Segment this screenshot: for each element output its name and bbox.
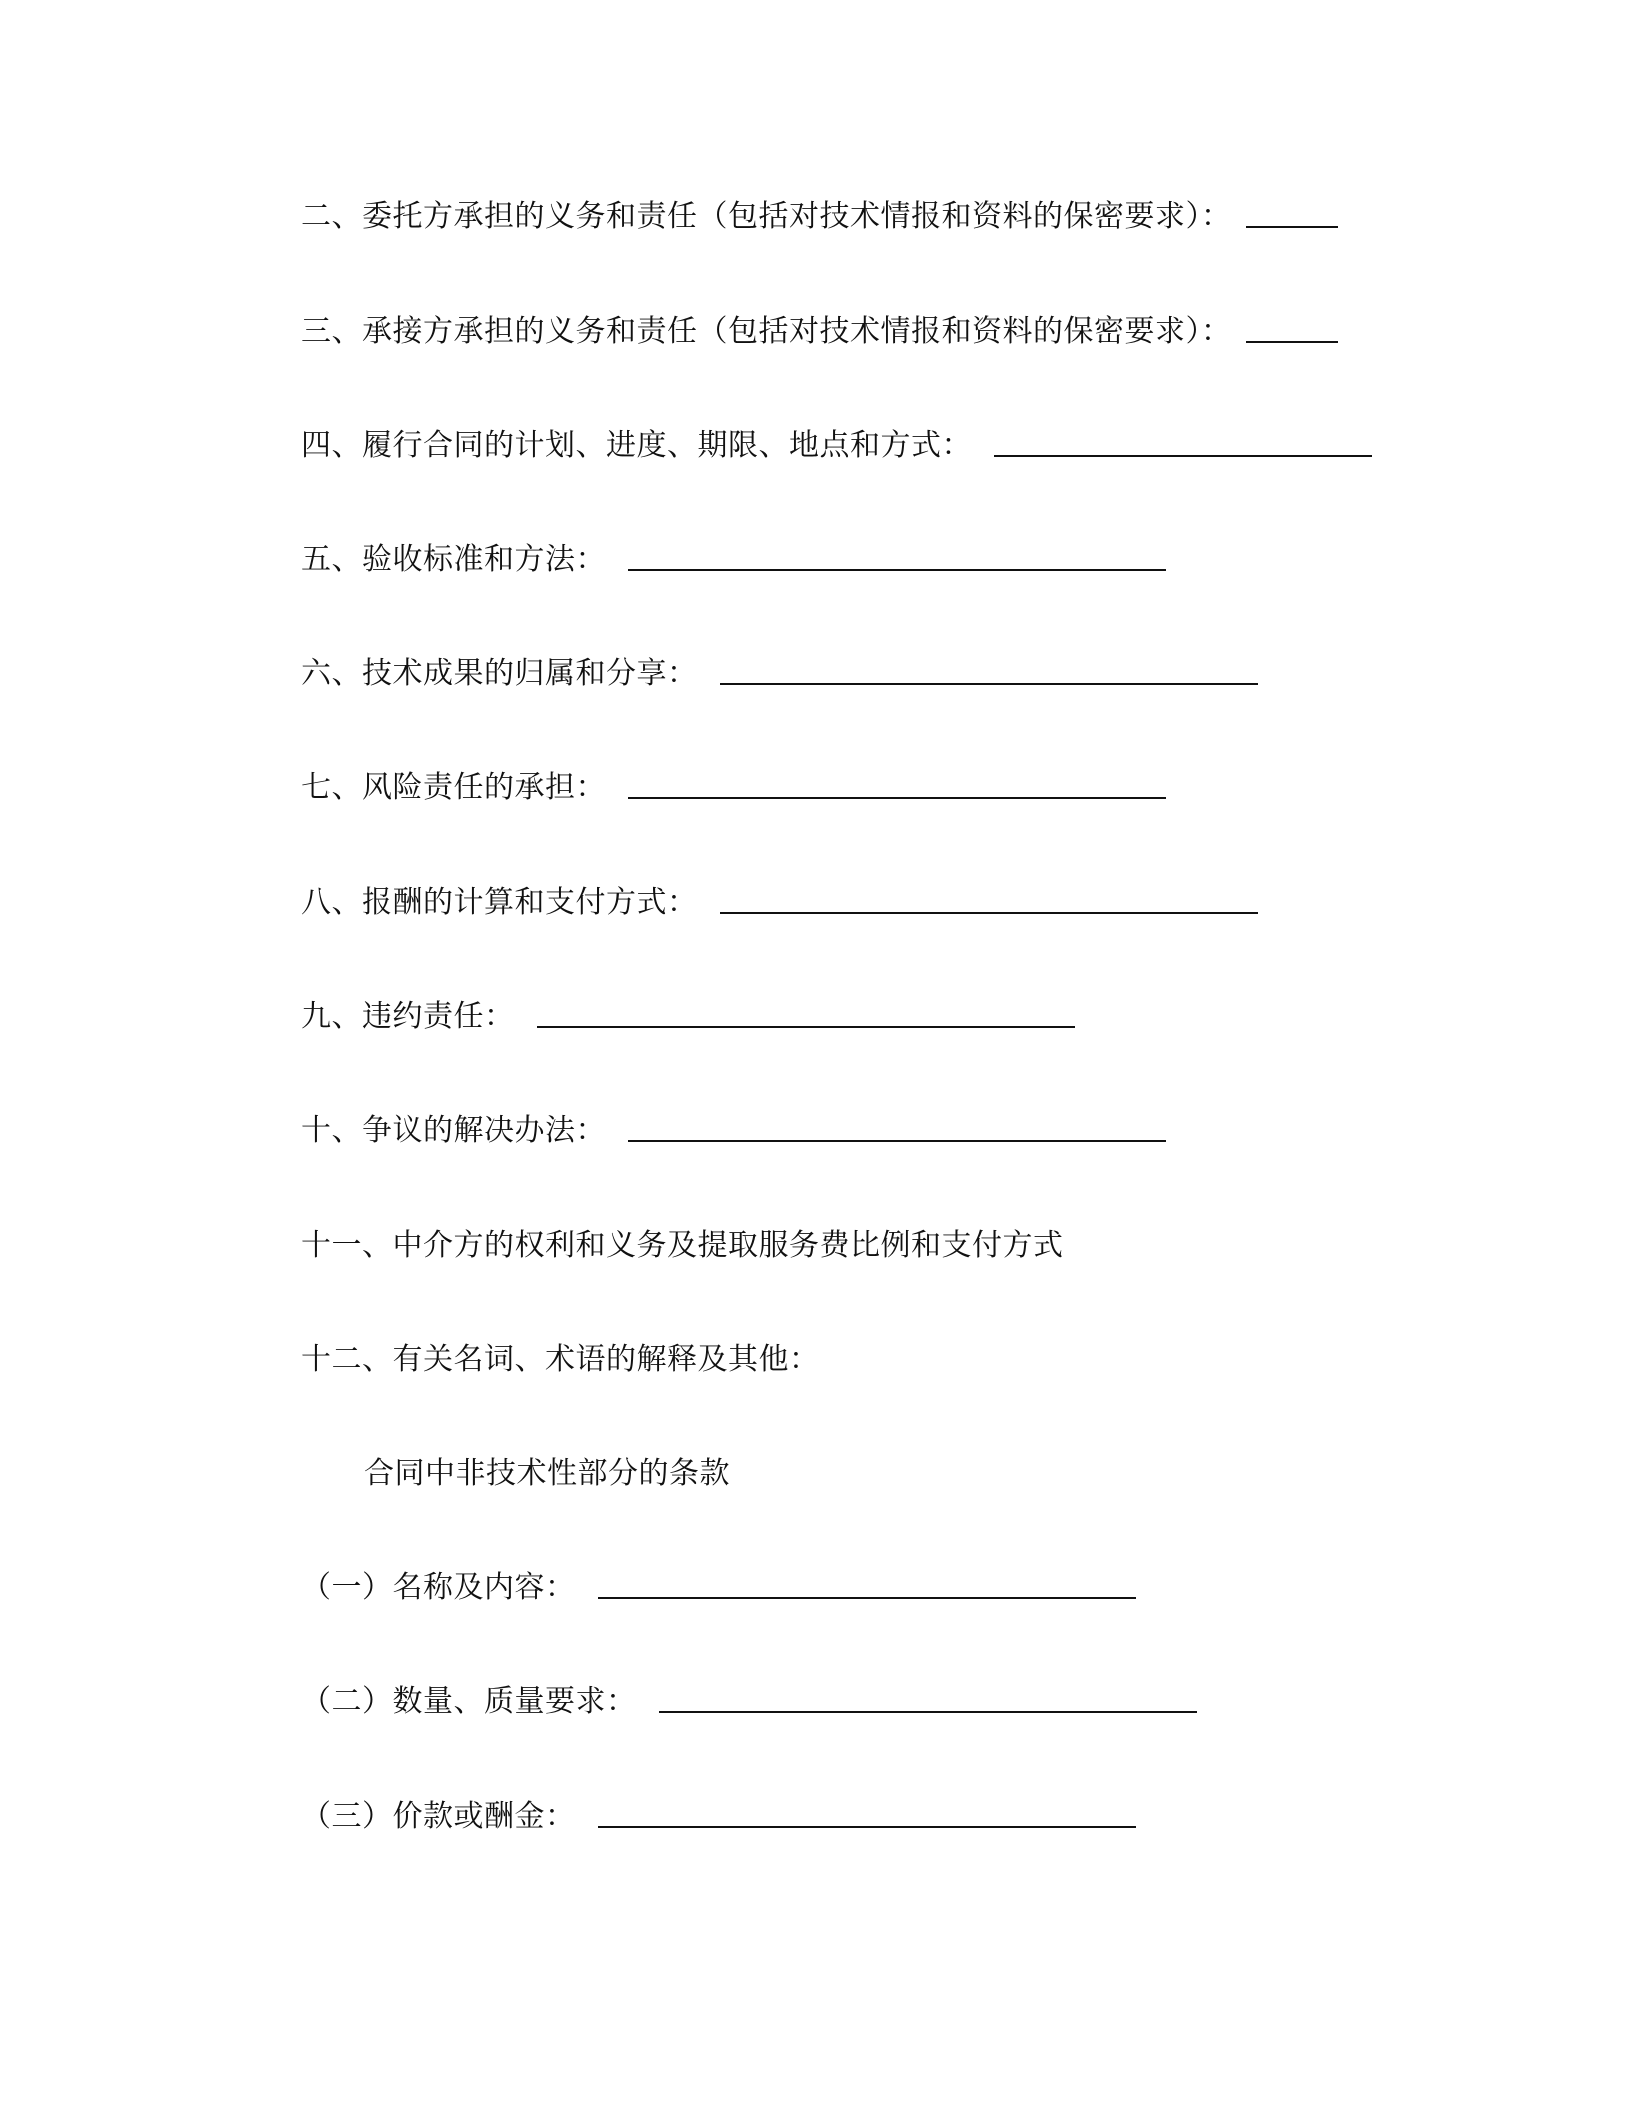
sub-item-3-label: （三）价款或酬金： [301,1799,576,1834]
sub-item-3-fill-blank[interactable] [598,1798,1136,1828]
clause-4 [0,412,1632,472]
clause-10-fill-blank[interactable] [628,1112,1166,1142]
sub-item-3 [0,1783,1632,1843]
clause-4-label: 四、履行合同的计划、进度、期限、地点和方式： [301,428,972,463]
sub-item-1-label: （一）名称及内容： [301,1570,576,1605]
clause-2 [0,183,1632,243]
clause-8-label: 八、报酬的计算和支付方式： [301,885,698,920]
clause-3-fill-blank[interactable] [1246,313,1338,343]
section-heading-non-technical [0,1440,1632,1500]
clause-12-label: 十二、有关名词、术语的解释及其他： [301,1342,820,1377]
sub-item-1 [0,1554,1632,1614]
clause-4-fill-blank[interactable] [994,427,1372,457]
clause-6-label: 六、技术成果的归属和分享： [301,656,698,691]
clause-2-label: 二、委托方承担的义务和责任（包括对技术情报和资料的保密要求）： [301,199,1232,234]
clause-8 [0,869,1632,929]
clause-9-fill-blank[interactable] [537,998,1075,1028]
clause-2-fill-blank[interactable] [1246,198,1338,228]
clause-8-fill-blank[interactable] [720,884,1258,914]
clause-6 [0,640,1632,700]
section-heading-text: 合同中非技术性部分的条款 [364,1456,730,1491]
clause-5-label: 五、验收标准和方法： [301,542,606,577]
clause-3-label: 三、承接方承担的义务和责任（包括对技术情报和资料的保密要求）： [301,314,1232,349]
clause-10 [0,1097,1632,1157]
sub-item-2-fill-blank[interactable] [659,1683,1197,1713]
clause-5 [0,526,1632,586]
clause-7-label: 七、风险责任的承担： [301,770,606,805]
clause-7-fill-blank[interactable] [628,769,1166,799]
clause-7 [0,754,1632,814]
clause-6-fill-blank[interactable] [720,655,1258,685]
sub-item-2 [0,1668,1632,1728]
clause-11-label: 十一、中介方的权利和义务及提取服务费比例和支付方式 [301,1228,1064,1263]
clause-10-label: 十、争议的解决办法： [301,1113,606,1148]
clause-12 [0,1326,1632,1386]
clause-3 [0,298,1632,358]
clause-5-fill-blank[interactable] [628,541,1166,571]
clause-11 [0,1212,1632,1272]
sub-item-2-label: （二）数量、质量要求： [301,1684,637,1719]
clause-9 [0,983,1632,1043]
sub-item-1-fill-blank[interactable] [598,1569,1136,1599]
clause-9-label: 九、违约责任： [301,999,515,1034]
